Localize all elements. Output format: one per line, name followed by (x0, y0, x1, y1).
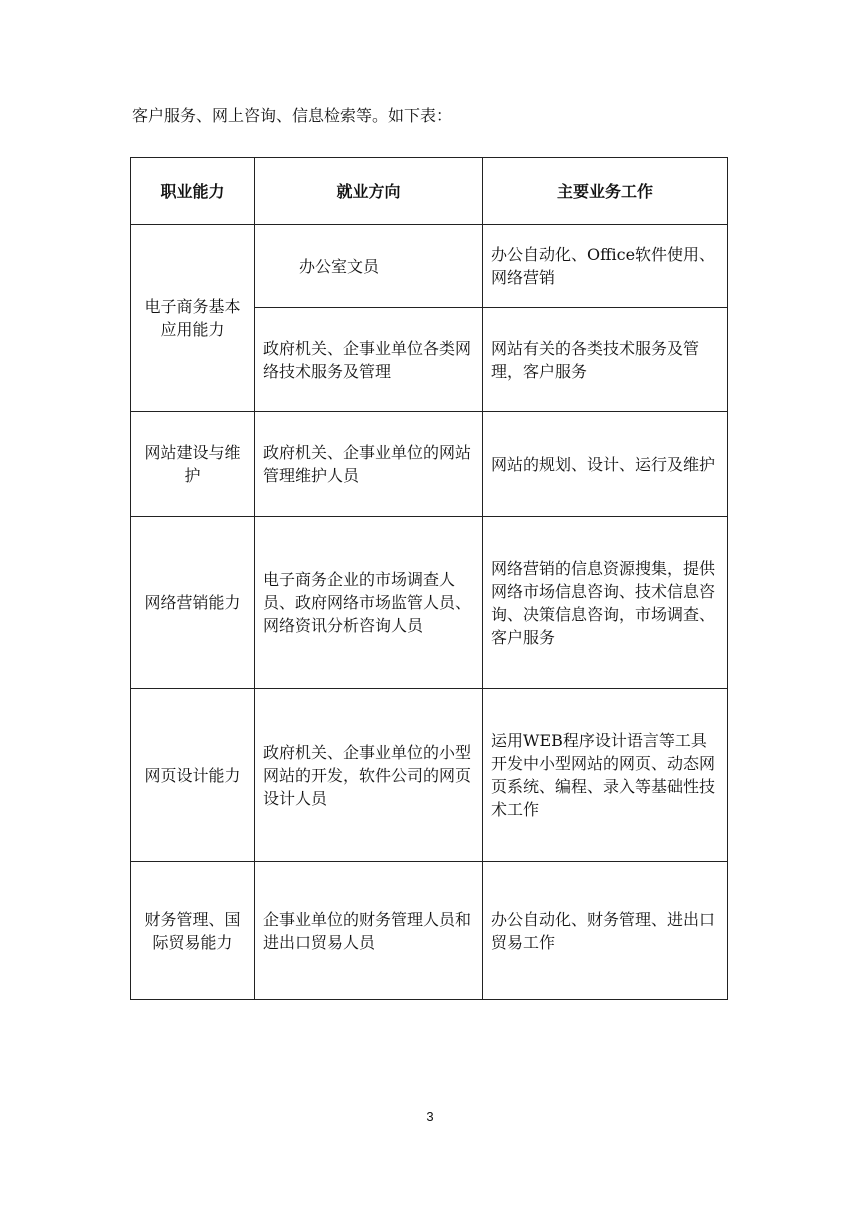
table-header-row (131, 158, 728, 225)
direction-cell: 企事业单位的财务管理人员和进出口贸易人员 (255, 862, 483, 1000)
table-row (131, 412, 728, 517)
direction-cell: 政府机关、企事业单位各类网络技术服务及管理 (255, 308, 483, 412)
direction-cell: 政府机关、企事业单位的网站管理维护人员 (255, 412, 483, 517)
direction-cell: 政府机关、企事业单位的小型网站的开发，软件公司的网页设计人员 (255, 689, 483, 862)
direction-cell: 办公室文员 (255, 225, 483, 308)
tasks-cell: 网站的规划、设计、运行及维护 (483, 412, 728, 517)
page-number: 3 (426, 1109, 434, 1124)
tasks-cell: 办公自动化、Office软件使用、网络营销 (483, 225, 728, 308)
career-ability-table (130, 157, 728, 1000)
table-row (131, 689, 728, 862)
tasks-cell: 网络营销的信息资源搜集，提供网络市场信息咨询、技术信息咨询、决策信息咨询，市场调查、客户服务 (483, 517, 728, 689)
tasks-cell: 网站有关的各类技术服务及管理，客户服务 (483, 308, 728, 412)
ability-cell: 财务管理、国际贸易能力 (131, 862, 255, 1000)
header-ability: 职业能力 (131, 158, 255, 225)
direction-cell: 电子商务企业的市场调查人员、政府网络市场监管人员、网络资讯分析咨询人员 (255, 517, 483, 689)
tasks-cell: 办公自动化、财务管理、进出口贸易工作 (483, 862, 728, 1000)
ability-cell: 网站建设与维护 (131, 412, 255, 517)
table-row (131, 862, 728, 1000)
table-row (131, 225, 728, 308)
intro-paragraph: 客户服务、网上咨询、信息检索等。如下表： (132, 106, 453, 125)
table-row (131, 517, 728, 689)
ability-cell: 网络营销能力 (131, 517, 255, 689)
ability-cell: 电子商务基本应用能力 (131, 225, 255, 412)
ability-cell: 网页设计能力 (131, 689, 255, 862)
header-tasks: 主要业务工作 (483, 158, 728, 225)
tasks-cell: 运用WEB程序设计语言等工具开发中小型网站的网页、动态网页系统、编程、录入等基础性技术工作 (483, 689, 728, 862)
header-direction: 就业方向 (255, 158, 483, 225)
